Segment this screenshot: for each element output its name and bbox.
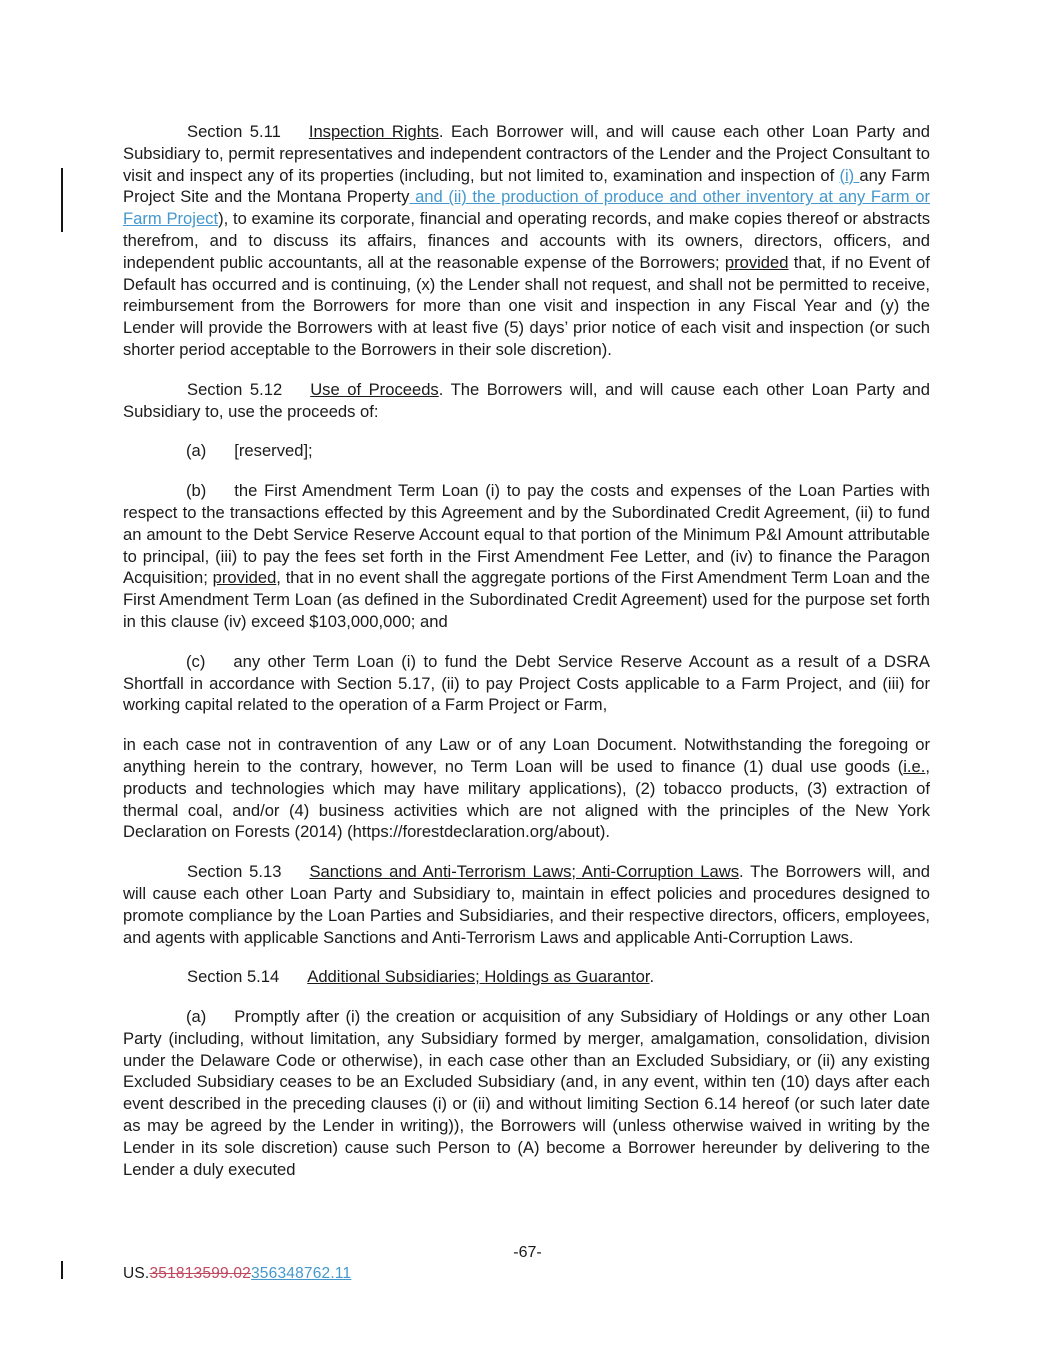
list-item-c-other-term-loan: (c) any other Term Loan (i) to fund the Debt Service Reserve Account as a result of a DSRA Shortfall in accordance with Section 5.17, (ii) to pay Project Costs applicable to a Farm Project, and (iii) for working capital related to the operation of a Farm Project or Farm,	[123, 651, 930, 715]
paragraph-section-5-13-sanctions: Section 5.13 Sanctions and Anti-Terrorism Laws; Anti-Corruption Laws. The Borrowers will, and will cause each other Loan Party and Subsidiary to, maintain in effect policies and procedures designed to promote compliance by the Loan Parties and Subsidiaries, and their respective directors, officers, employees, and agents with applicable Sanctions and Anti-Terrorism Laws and applicable Anti-Corruption Laws.	[123, 862, 930, 947]
list-item-a-reserved: (a) [reserved];	[186, 441, 313, 461]
paragraph-section-5-11-inspection-rights: Section 5.11 Inspection Rights. Each Borrower will, and will cause each other Loan Party and Subsidiary to, permit representatives and independent contractors of the Lender and the Project Consultant to visit and inspect any of its properties (including, but not limited to, examination and inspection of (i) any Farm Project Site and the Montana Property and (ii) the production of produce and other inventory at any Farm or Farm Project), to examine its corporate, financial and operating records, and make copies thereof or abstracts therefrom, and to discuss its affairs, finances and accounts with its owners, directors, officers, and independent public accountants, all at the reasonable expense of the Borrowers; provided that, if no Event of Default has occurred and is continuing, (x) the Lender shall not request, and shall not be permitted to receive, reimbursement from the Borrowers for more than one visit and inspection in any Fiscal Year and (y) the Lender will provide the Borrowers with at least five (5) days’ prior notice of each visit and inspection (or such shorter period acceptable to the Borrowers in their sole discretion).	[123, 122, 931, 359]
document-id-prefix: US.	[123, 1265, 150, 1282]
list-item-5-14-a-promptly-after: (a) Promptly after (i) the creation or acquisition of any Subsidiary of Holdings or any other Loan Party (including, without limitation, any Subsidiary formed by merger, amalgamation, consolidation, division under the Delaware Code or otherwise), in each case other than an Excluded Subsidiary, or (ii) any existing Excluded Subsidiary ceases to be an Excluded Subsidiary (and, in any event, within ten (10) days after each event described in the preceding clauses (i) or (ii) and without limiting Section 6.14 hereof (or such later date as may be agreed by the Lender in writing)), the Borrowers will (unless otherwise waived in writing by the Lender in its sole discretion) cause such Person to (A) become a Borrower hereunder by delivering to the Lender a duly executed	[123, 1007, 930, 1179]
paragraph-section-5-14-heading: Section 5.14 Additional Subsidiaries; Holdings as Guarantor.	[187, 967, 655, 987]
paragraph-section-5-12-use-of-proceeds: Section 5.12 Use of Proceeds. The Borrowers will, and will cause each other Loan Party and Subsidiary to, use the proceeds of:	[123, 379, 930, 421]
document-body	[123, 121, 930, 1198]
revision-change-bar	[61, 168, 63, 232]
paragraph-in-each-case: in each case not in contravention of any Law or of any Loan Document. Notwithstanding the foregoing or anything herein to the contrary, however, no Term Loan will be used to finance (1) dual use goods (i.e., products and technologies which may have military applications), (2) tobacco products, (3) extraction of thermal coal, and/or (4) business activities which are not aligned with the principles of the New York Declaration on Forests (2014) (https://forestdeclaration.org/about).	[123, 735, 930, 842]
document-id-line	[123, 1263, 351, 1285]
page-number: -67-	[513, 1244, 542, 1261]
document-id-inserted: 356348762.11	[250, 1265, 352, 1282]
list-item-b-first-amendment-term-loan: (b) the First Amendment Term Loan (i) to pay the costs and expenses of the Loan Parties with respect to the transactions effected by this Agreement and by the Subordinated Credit Agreement, (ii) to fund an amount to the Debt Service Reserve Account equal to that portion of the Minimum P&I Amount attributable to principal, (iii) to pay the fees set forth in the First Amendment Fee Letter, and (iv) to finance the Paragon Acquisition; provided, that in no event shall the aggregate portions of the First Amendment Term Loan and the First Amendment Term Loan (as defined in the Subordinated Credit Agreement) used for the purpose set forth in this clause (iv) exceed $103,000,000; and	[123, 481, 930, 631]
document-id-deleted: 351813599.02	[149, 1265, 251, 1282]
